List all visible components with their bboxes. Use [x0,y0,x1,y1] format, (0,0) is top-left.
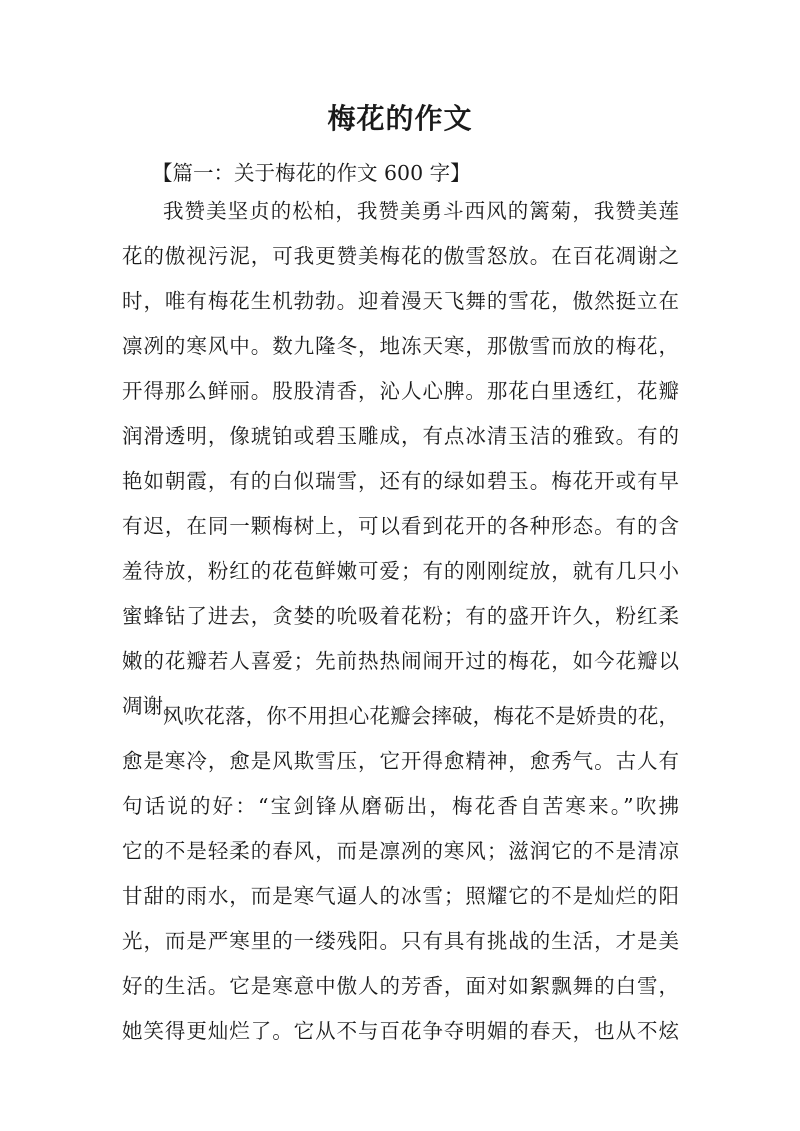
paragraph-line: 句话说的好：“宝剑锋从磨砺出，梅花香自苦寒来。”吹拂 [122,794,679,818]
paragraph-line: 甘甜的雨水，而是寒气逼人的冰雪；照耀它的不是灿烂的阳 [122,884,679,908]
paragraph-line: 开得那么鲜丽。股股清香，沁人心脾。那花白里透红，花瓣 [122,379,679,403]
paragraph-line: 润滑透明，像琥铂或碧玉雕成，有点冰清玉洁的雅致。有的 [122,424,679,448]
paragraph-line: 花的傲视污泥，可我更赞美梅花的傲雪怒放。在百花凋谢之 [122,244,679,268]
section-heading: 【篇一：关于梅花的作文 600 字】 [152,161,471,185]
paragraph-line: 凋谢。 [122,694,184,718]
paragraph-line: 好的生活。它是寒意中傲人的芳香，面对如絮飘舞的白雪， [122,974,679,998]
paragraph-line: 凛冽的寒风中。数九隆冬，地冻天寒，那傲雪而放的梅花， [122,334,679,358]
paragraph-line: 她笑得更灿烂了。它从不与百花争夺明媚的春天，也从不炫 [122,1019,679,1043]
paragraph-line: 风吹花落，你不用担心花瓣会摔破，梅花不是娇贵的花， [163,704,679,728]
paragraph-line: 我赞美坚贞的松柏，我赞美勇斗西风的篱菊，我赞美莲 [163,199,679,223]
paragraph-line: 它的不是轻柔的春风，而是凛冽的寒风；滋润它的不是清凉 [122,839,679,863]
paragraph-line: 光，而是严寒里的一缕残阳。只有具有挑战的生活，才是美 [122,929,679,953]
paragraph-line: 羞待放，粉红的花苞鲜嫩可爱；有的刚刚绽放，就有几只小 [122,559,679,583]
paragraph-line: 愈是寒冷，愈是风欺雪压，它开得愈精神，愈秀气。古人有 [122,749,679,773]
paragraph-line: 嫩的花瓣若人喜爱；先前热热闹闹开过的梅花，如今花瓣以 [122,649,679,673]
paragraph-line: 艳如朝霞，有的白似瑞雪，还有的绿如碧玉。梅花开或有早 [122,469,679,493]
document-title: 梅花的作文 [327,102,473,135]
paragraph-line: 蜜蜂钻了进去，贪婪的吮吸着花粉；有的盛开许久，粉红柔 [122,604,679,628]
paragraph-line: 时，唯有梅花生机勃勃。迎着漫天飞舞的雪花，傲然挺立在 [122,289,679,313]
paragraph-line: 有迟，在同一颗梅树上，可以看到花开的各种形态。有的含 [122,514,679,538]
